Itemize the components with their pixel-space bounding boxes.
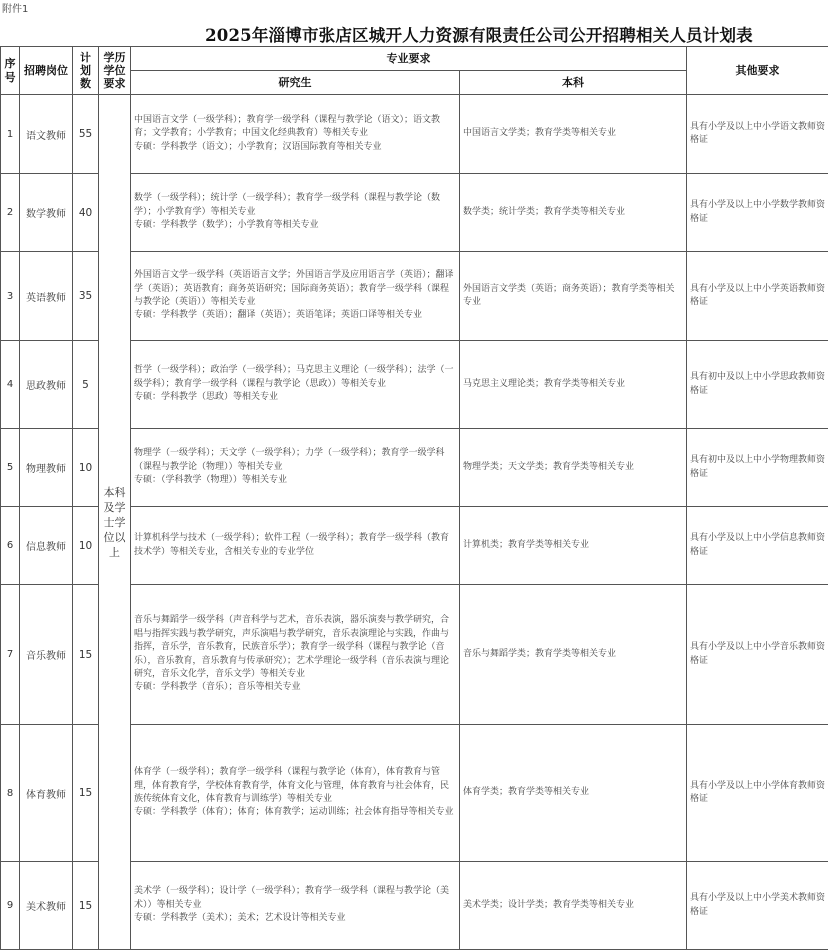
header-seq: 序号 xyxy=(1,47,20,95)
other-requirement: 具有小学及以上中小学语文教师资格证 xyxy=(687,95,828,174)
header-undergrad: 本科 xyxy=(460,71,687,95)
row-number: 6 xyxy=(1,507,20,585)
position-name: 信息教师 xyxy=(20,507,73,585)
graduate-majors: 外国语言文学一级学科（英语语言文学；外国语言学及应用语言学（英语）；翻译学（英语）；英语教育；商务英语研究；国际商务英语）；教育学一级学科（课程与教学论（英语））等相关专业 专硕：学科教学（英语）；翻译（英语）；英语笔译；英语口译等相关专业 xyxy=(131,252,460,341)
row-number: 7 xyxy=(1,585,20,725)
row-number: 8 xyxy=(1,725,20,862)
plan-count: 15 xyxy=(73,725,99,862)
plan-count: 5 xyxy=(73,341,99,429)
header-graduate: 研究生 xyxy=(131,71,460,95)
other-requirement: 具有小学及以上中小学音乐教师资格证 xyxy=(687,585,828,725)
other-requirement: 具有小学及以上中小学数学教师资格证 xyxy=(687,174,828,252)
page-title: 2025年淄博市张店区城开人力资源有限责任公司公开招聘相关人员计划表 xyxy=(130,22,828,46)
row-number: 1 xyxy=(1,95,20,174)
attachment-label: 附件1 xyxy=(2,0,28,15)
position-name: 音乐教师 xyxy=(20,585,73,725)
undergrad-majors: 音乐与舞蹈学类；教育学类等相关专业 xyxy=(460,585,687,725)
plan-count: 10 xyxy=(73,429,99,507)
plan-count: 55 xyxy=(73,95,99,174)
undergrad-majors: 外国语言文学类（英语；商务英语）；教育学类等相关专业 xyxy=(460,252,687,341)
graduate-majors: 美术学（一级学科）；设计学（一级学科）；教育学一级学科（课程与教学论（美术））等相关专业 专硕：学科教学（美术）；美术；艺术设计等相关专业 xyxy=(131,862,460,950)
graduate-majors: 数学（一级学科）；统计学（一级学科）；教育学一级学科（课程与教学论（数学）；小学教育学）等相关专业 专硕：学科教学（数学）；小学教育等相关专业 xyxy=(131,174,460,252)
other-requirement: 具有初中及以上中小学物理教师资格证 xyxy=(687,429,828,507)
position-name: 美术教师 xyxy=(20,862,73,950)
recruitment-plan-table xyxy=(0,46,828,950)
plan-count: 15 xyxy=(73,585,99,725)
undergrad-majors: 体育学类；教育学类等相关专业 xyxy=(460,725,687,862)
graduate-majors: 音乐与舞蹈学一级学科（声音科学与艺术，音乐表演，器乐演奏与教学研究，合唱与指挥实践与教学研究，声乐演唱与教学研究，音乐表演理论与实践，作曲与指挥，音乐学，音乐教育，民族音乐学）；教育学一级学科（课程与教学论（音乐），音乐教育，音乐教育与传承研究）；艺术学理论一级学科（音乐表演与理论研究，音乐文化学，音乐文学）等相关专业 专硕：学科教学（音乐）；音乐等相关专业 xyxy=(131,585,460,725)
row-number: 5 xyxy=(1,429,20,507)
graduate-majors: 物理学（一级学科）；天文学（一级学科）；力学（一级学科）；教育学一级学科（课程与教学论（物理））等相关专业 专硕：（学科教学（物理））等相关专业 xyxy=(131,429,460,507)
header-position: 招聘岗位 xyxy=(20,47,73,95)
header-degree: 学历学位要求 xyxy=(99,47,131,95)
degree-requirement: 本科及学士学位以上 xyxy=(99,95,131,950)
undergrad-majors: 美术学类；设计学类；教育学类等相关专业 xyxy=(460,862,687,950)
graduate-majors: 哲学（一级学科）；政治学（一级学科）；马克思主义理论（一级学科）；法学（一级学科）；教育学一级学科（课程与教学论（思政））等相关专业 专硕：学科教学（思政）等相关专业 xyxy=(131,341,460,429)
plan-count: 40 xyxy=(73,174,99,252)
plan-count: 10 xyxy=(73,507,99,585)
row-number: 9 xyxy=(1,862,20,950)
undergrad-majors: 计算机类；教育学类等相关专业 xyxy=(460,507,687,585)
undergrad-majors: 数学类；统计学类；教育学类等相关专业 xyxy=(460,174,687,252)
position-name: 数学教师 xyxy=(20,174,73,252)
other-requirement: 具有小学及以上中小学体育教师资格证 xyxy=(687,725,828,862)
other-requirement: 具有初中及以上中小学思政教师资格证 xyxy=(687,341,828,429)
graduate-majors: 中国语言文学（一级学科）；教育学一级学科（课程与教学论（语文）；语文教育；文学教育；小学教育；中国文化经典教育）等相关专业 专硕：学科教学（语文）；小学教育；汉语国际教育等相关专业 xyxy=(131,95,460,174)
row-number: 2 xyxy=(1,174,20,252)
undergrad-majors: 中国语言文学类；教育学类等相关专业 xyxy=(460,95,687,174)
graduate-majors: 体育学（一级学科）；教育学一级学科（课程与教学论（体育），体育教育与管理，体育教育学，学校体育教育学，体育文化与管理，体育教育与社会体育，民族传统体育文化，体育教育与训练学）等相关专业 专硕：学科教学（体育）；体育；体育教学；运动训练；社会体育指导等相关专业 xyxy=(131,725,460,862)
plan-count: 35 xyxy=(73,252,99,341)
position-name: 语文教师 xyxy=(20,95,73,174)
other-requirement: 具有小学及以上中小学美术教师资格证 xyxy=(687,862,828,950)
undergrad-majors: 物理学类；天文学类；教育学类等相关专业 xyxy=(460,429,687,507)
plan-count: 15 xyxy=(73,862,99,950)
position-name: 体育教师 xyxy=(20,725,73,862)
header-major: 专业要求 xyxy=(131,47,687,71)
table-row xyxy=(1,95,828,174)
other-requirement: 具有小学及以上中小学英语教师资格证 xyxy=(687,252,828,341)
header-other: 其他要求 xyxy=(687,47,828,95)
undergrad-majors: 马克思主义理论类；教育学类等相关专业 xyxy=(460,341,687,429)
position-name: 思政教师 xyxy=(20,341,73,429)
position-name: 英语教师 xyxy=(20,252,73,341)
position-name: 物理教师 xyxy=(20,429,73,507)
header-count: 计划数 xyxy=(73,47,99,95)
other-requirement: 具有小学及以上中小学信息教师资格证 xyxy=(687,507,828,585)
row-number: 3 xyxy=(1,252,20,341)
row-number: 4 xyxy=(1,341,20,429)
graduate-majors: 计算机科学与技术（一级学科）；软件工程（一级学科）；教育学一级学科（教育技术学）等相关专业，含相关专业的专业学位 xyxy=(131,507,460,585)
